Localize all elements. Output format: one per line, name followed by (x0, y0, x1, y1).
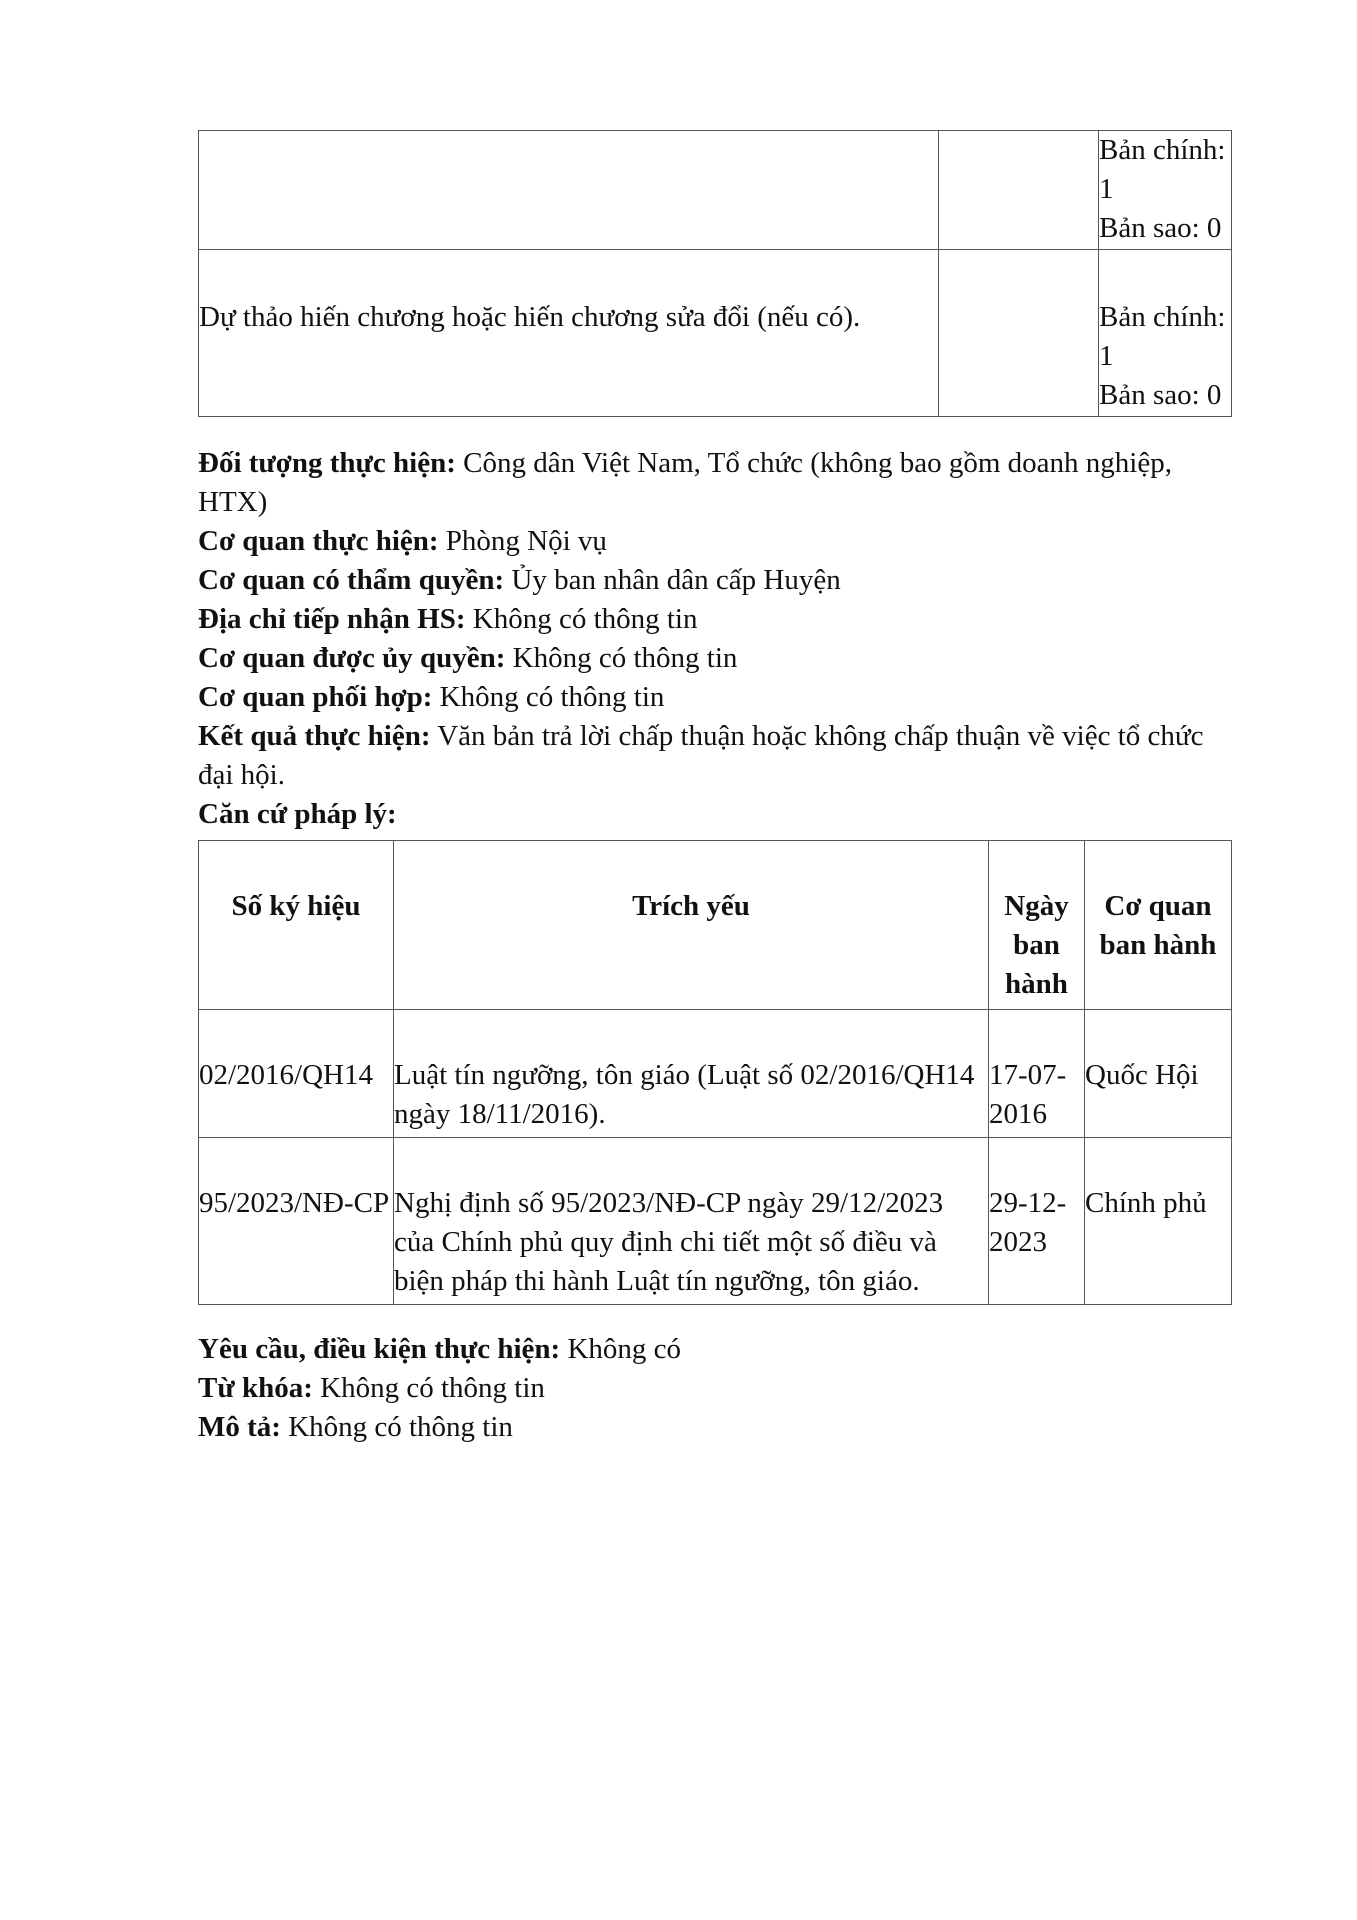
table-row (199, 131, 1232, 250)
so-ky-hieu-cell: 02/2016/QH14 (199, 1010, 394, 1138)
co-quan-tham-quyen-line (198, 561, 1233, 600)
field-value: Công dân Việt Nam, Tổ chức (không bao gồm doanh nghiệp, HTX) (198, 447, 1172, 518)
header-ngay-ban-hanh: Ngày ban hành (989, 841, 1085, 1010)
field-value: Không có thông tin (465, 603, 698, 635)
procedure-extra-info (198, 1330, 1233, 1447)
phoi-hop-line (198, 678, 1233, 717)
yeu-cau-line (198, 1330, 1233, 1369)
field-label: Cơ quan được ủy quyền: (198, 642, 506, 674)
field-label: Cơ quan thực hiện: (198, 525, 439, 557)
table-header-row (199, 841, 1232, 1010)
so-ky-hieu-cell: 95/2023/NĐ-CP (199, 1138, 394, 1305)
field-value: Văn bản trả lời chấp thuận hoặc không chấp thuận về việc tổ chức đại hội. (198, 720, 1204, 791)
header-so-ky-hieu: Số ký hiệu (199, 841, 394, 1010)
field-label: Căn cứ pháp lý: (198, 798, 397, 830)
quantity-copy: Bản sao: 0 (1099, 379, 1222, 411)
field-label: Đối tượng thực hiện: (198, 447, 456, 479)
field-label: Kết quả thực hiện: (198, 720, 431, 752)
document-name: Dự thảo hiến chương hoặc hiến chương sửa đổi (nếu có). (199, 301, 861, 333)
field-value: Không có thông tin (505, 642, 738, 674)
field-value: Không có thông tin (432, 681, 665, 713)
ket-qua-line (198, 717, 1233, 795)
can-cu-heading (198, 795, 1233, 834)
trich-yeu-cell: Nghị định số 95/2023/NĐ-CP ngày 29/12/2023 của Chính phủ quy định chi tiết một số điều và biện pháp thi hành Luật tín ngưỡng, tôn giáo. (394, 1138, 989, 1305)
document-name-cell (199, 131, 939, 250)
field-label: Cơ quan có thẩm quyền: (198, 564, 505, 596)
field-value: Không có thông tin (312, 1372, 545, 1404)
document-quantity-cell (1099, 131, 1232, 250)
table-row (199, 250, 1232, 417)
procedure-info (198, 444, 1233, 834)
dia-chi-line (198, 600, 1233, 639)
table-row (199, 1010, 1232, 1138)
header-trich-yeu: Trích yếu (394, 841, 989, 1010)
mo-ta-line (198, 1408, 1233, 1447)
document-form-cell (939, 250, 1099, 417)
field-label: Mô tả: (198, 1411, 281, 1443)
field-label: Yêu cầu, điều kiện thực hiện: (198, 1333, 561, 1365)
trich-yeu-cell: Luật tín ngưỡng, tôn giáo (Luật số 02/2016/QH14 ngày 18/11/2016). (394, 1010, 989, 1138)
document-name-cell (199, 250, 939, 417)
uy-quyen-line (198, 639, 1233, 678)
field-label: Từ khóa: (198, 1372, 313, 1404)
field-value: Không có (560, 1333, 682, 1365)
co-quan-ban-hanh-cell: Quốc Hội (1085, 1010, 1232, 1138)
ngay-ban-hanh-cell: 29-12-2023 (989, 1138, 1085, 1305)
quantity-copy: Bản sao: 0 (1099, 212, 1222, 244)
field-value: Phòng Nội vụ (438, 525, 607, 557)
legal-basis-table (198, 840, 1232, 1305)
header-co-quan-ban-hanh: Cơ quan ban hành (1085, 841, 1232, 1010)
document-quantity-cell (1099, 250, 1232, 417)
quantity-main: Bản chính: 1 (1099, 134, 1226, 205)
field-label: Cơ quan phối hợp: (198, 681, 433, 713)
field-value: Ủy ban nhân dân cấp Huyện (504, 564, 841, 596)
quantity-main: Bản chính: 1 (1099, 301, 1226, 372)
field-label: Địa chỉ tiếp nhận HS: (198, 603, 466, 635)
co-quan-ban-hanh-cell: Chính phủ (1085, 1138, 1232, 1305)
table-row (199, 1138, 1232, 1305)
field-value: Không có thông tin (280, 1411, 513, 1443)
document-form-cell (939, 131, 1099, 250)
documents-table (198, 130, 1232, 417)
ngay-ban-hanh-cell: 17-07-2016 (989, 1010, 1085, 1138)
tu-khoa-line (198, 1369, 1233, 1408)
doi-tuong-line (198, 444, 1233, 522)
co-quan-thuc-hien-line (198, 522, 1233, 561)
